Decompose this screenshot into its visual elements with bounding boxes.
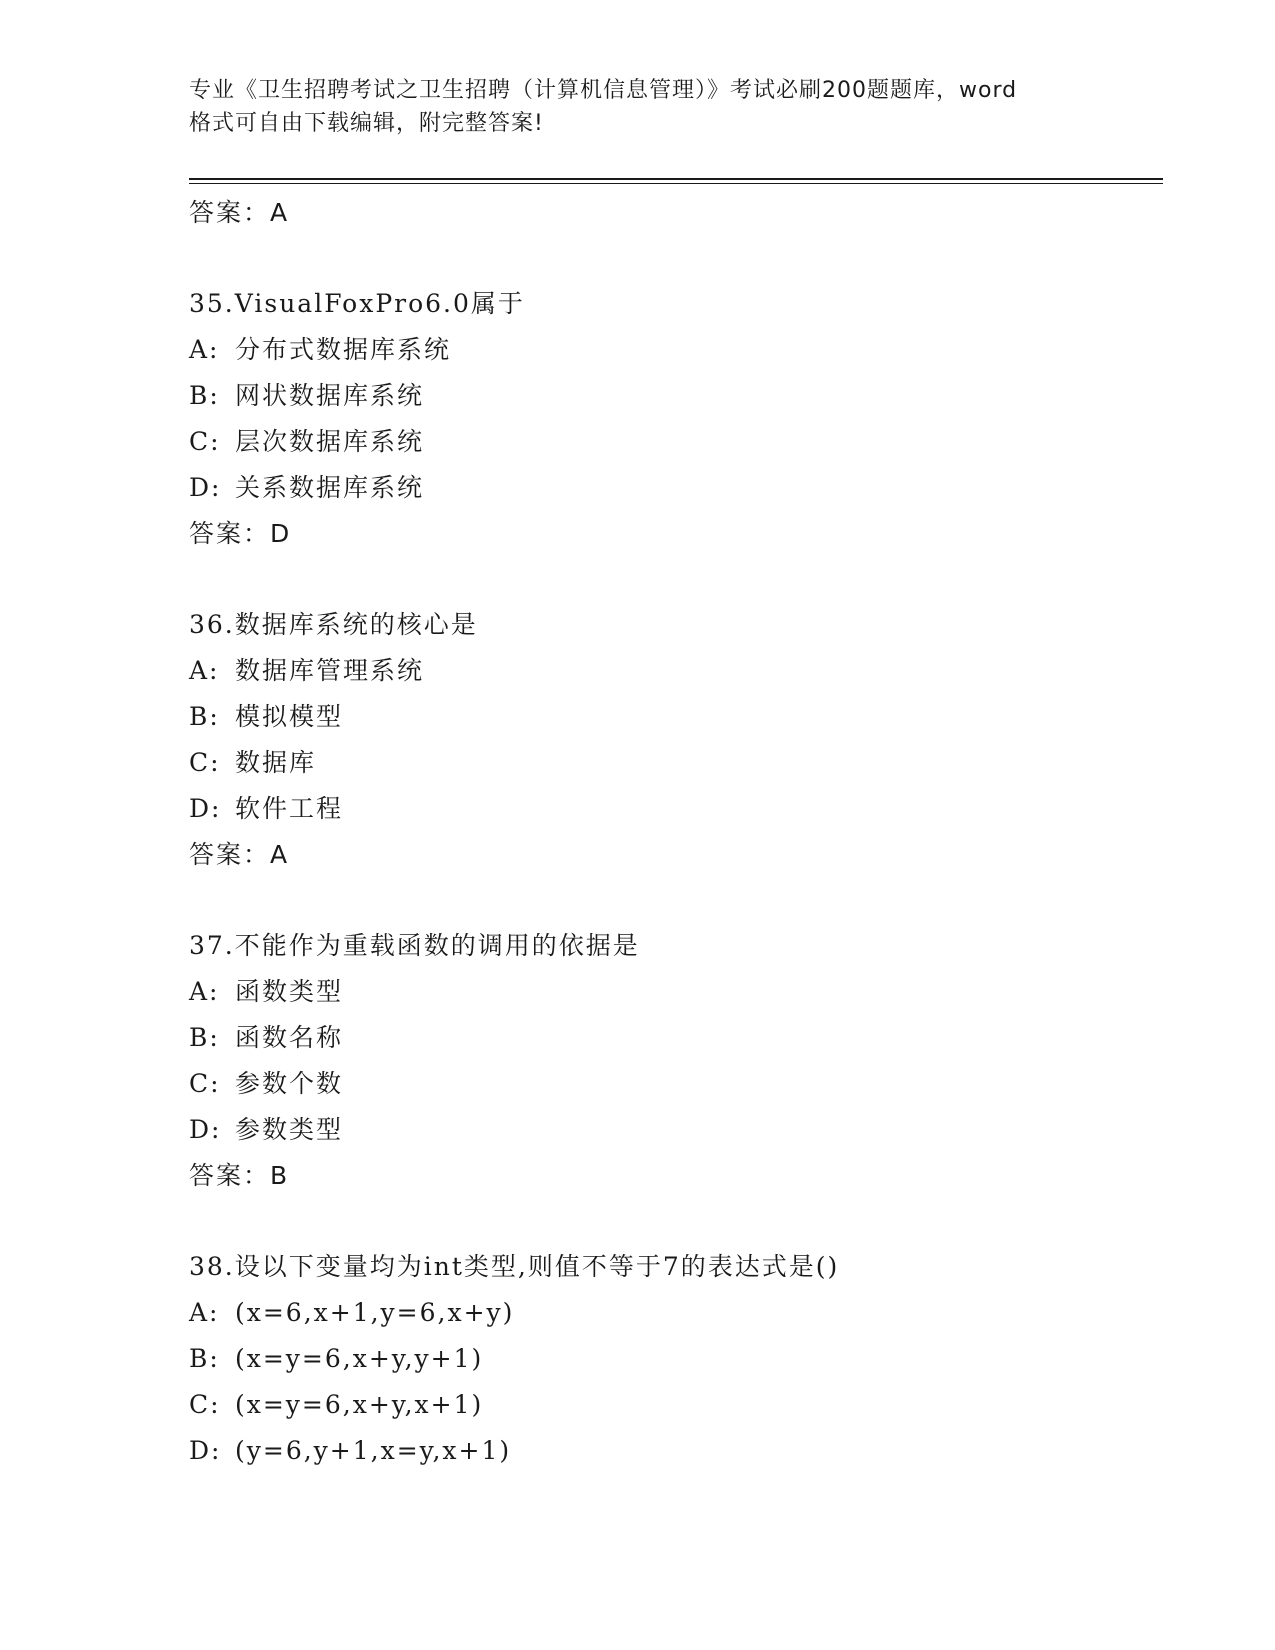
answer-line: 答案：D	[189, 519, 292, 548]
header-rule-thin	[189, 183, 1163, 184]
option-letter: A:	[189, 656, 220, 685]
option-text: 关系数据库系统	[235, 473, 425, 502]
question-list	[189, 190, 1149, 1474]
question-stem: 37.不能作为重载函数的调用的依据是	[189, 931, 640, 960]
option-letter: D:	[189, 473, 222, 502]
question-stem: 38.设以下变量均为int类型,则值不等于7的表达式是()	[189, 1252, 840, 1281]
question-block	[189, 923, 1149, 1199]
option-letter: D:	[189, 1115, 222, 1144]
option-text: 分布式数据库系统	[235, 335, 452, 364]
option-a	[189, 969, 1149, 1015]
question-stem: 35.VisualFoxPro6.0属于	[189, 289, 525, 318]
question-block	[189, 281, 1149, 557]
option-d	[189, 786, 1149, 832]
option-letter: D:	[189, 794, 222, 823]
option-text: 数据库管理系统	[235, 656, 425, 685]
option-letter: A:	[189, 1298, 220, 1327]
option-c	[189, 1061, 1149, 1107]
option-d	[189, 1428, 1149, 1474]
question-stem: 36.数据库系统的核心是	[189, 610, 478, 639]
option-letter: C:	[189, 1069, 221, 1098]
question-block	[189, 602, 1149, 878]
option-letter: B:	[189, 1344, 220, 1373]
option-a	[189, 327, 1149, 373]
option-letter: B:	[189, 381, 220, 410]
option-d	[189, 1107, 1149, 1153]
option-b	[189, 694, 1149, 740]
header-line-2: 格式可自由下载编辑，附完整答案!	[189, 111, 544, 136]
question-block	[189, 1244, 1149, 1474]
option-c	[189, 419, 1149, 465]
option-text: 函数类型	[235, 977, 344, 1006]
option-letter: C:	[189, 427, 221, 456]
option-d	[189, 465, 1149, 511]
header-line-1: 专业《卫生招聘考试之卫生招聘（计算机信息管理）》考试必刷200题题库，word	[189, 78, 1018, 103]
header-rule	[189, 178, 1163, 180]
option-text: (x=y=6,x+y,x+1)	[235, 1390, 484, 1419]
option-letter: A:	[189, 977, 220, 1006]
option-c	[189, 1382, 1149, 1428]
option-text: (x=6,x+1,y=6,x+y)	[235, 1298, 515, 1327]
option-text: 数据库	[235, 748, 317, 777]
option-letter: B:	[189, 1023, 220, 1052]
option-letter: A:	[189, 335, 220, 364]
document-header	[189, 74, 1089, 140]
option-text: 层次数据库系统	[235, 427, 425, 456]
option-b	[189, 373, 1149, 419]
option-text: 函数名称	[235, 1023, 344, 1052]
option-a	[189, 648, 1149, 694]
option-letter: D:	[189, 1436, 222, 1465]
answer-line: 答案：A	[189, 198, 290, 227]
answer-line: 答案：A	[189, 840, 290, 869]
option-text: 软件工程	[235, 794, 344, 823]
option-a	[189, 1290, 1149, 1336]
option-text: (x=y=6,x+y,y+1)	[235, 1344, 484, 1373]
option-text: 参数个数	[235, 1069, 344, 1098]
option-letter: B:	[189, 702, 220, 731]
option-b	[189, 1336, 1149, 1382]
option-b	[189, 1015, 1149, 1061]
option-text: 网状数据库系统	[235, 381, 425, 410]
option-letter: C:	[189, 1390, 221, 1419]
option-text: 模拟模型	[235, 702, 344, 731]
option-text: (y=6,y+1,x=y,x+1)	[235, 1436, 512, 1465]
option-c	[189, 740, 1149, 786]
option-text: 参数类型	[235, 1115, 344, 1144]
answer-line: 答案：B	[189, 1161, 290, 1190]
option-letter: C:	[189, 748, 221, 777]
